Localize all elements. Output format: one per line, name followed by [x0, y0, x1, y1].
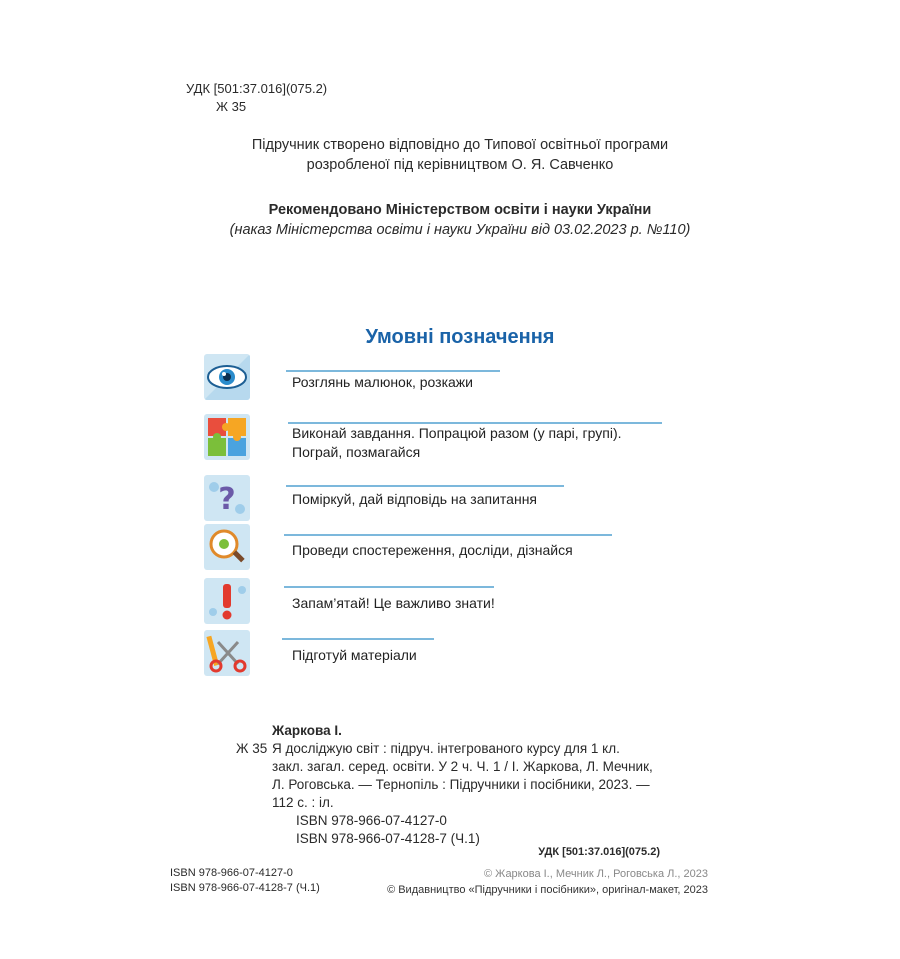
- legend-item-remember: [204, 578, 724, 628]
- legend-text: Проведи спостереження, досліди, дізнайся: [292, 542, 573, 558]
- copyright: [360, 866, 708, 898]
- legend-text-line-2: Пограй, позмагайся: [292, 444, 421, 460]
- legend-title: Умовні позначення: [365, 326, 555, 348]
- footer-isbn-2: ISBN 978-966-07-4128-7 (Ч.1): [170, 882, 320, 894]
- legend-item-observe: [204, 524, 724, 574]
- recommendation: [190, 200, 730, 240]
- udk-footer: УДК [501:37.016](075.2): [538, 846, 660, 858]
- legend-line: [284, 586, 494, 588]
- bib-isbn-2: ISBN 978-966-07-4128-7 (Ч.1): [296, 831, 480, 846]
- legend-text: Запам’ятай! Це важливо знати!: [292, 595, 495, 611]
- bib-text-1: Я досліджую світ : підруч. інтегрованого курсу для 1 кл.: [272, 741, 620, 756]
- catalog-code: Ж 35: [216, 99, 247, 114]
- svg-text:?: ?: [218, 482, 236, 517]
- bib-line-4: 112 с. : іл.: [272, 795, 334, 810]
- legend-line: [286, 485, 564, 487]
- bib-line-3: Л. Роговська. — Тернопіль : Підручники і посібники, 2023. —: [272, 777, 650, 792]
- eye-icon: [204, 354, 250, 400]
- copyright-publisher: © Видавництво «Підручники і посібники», оригінал-макет, 2023: [387, 884, 708, 896]
- legend-item-prepare: [204, 630, 724, 680]
- legend-text: Розглянь малюнок, розкажи: [292, 374, 473, 390]
- scissors-icon: [204, 630, 250, 676]
- footer-isbn-1: ISBN 978-966-07-4127-0: [170, 867, 293, 879]
- author: Жаркова І.: [272, 723, 342, 738]
- legend-text: Підготуй матеріали: [292, 647, 417, 663]
- legend-text: Поміркуй, дай відповідь на запитання: [292, 491, 537, 507]
- legend-line: [282, 638, 434, 640]
- recommendation-order: (наказ Міністерства освіти і науки України від 03.02.2023 р. №110): [229, 222, 691, 238]
- bib-line-2: закл. загал. серед. освіти. У 2 ч. Ч. 1 / І. Жаркова, Л. Мечник,: [272, 759, 653, 774]
- exclamation-icon: [204, 578, 250, 624]
- bibliographic-record: [236, 722, 676, 848]
- program-statement: [200, 135, 720, 175]
- footer-isbn: [170, 866, 320, 896]
- legend-line: [286, 370, 500, 372]
- legend-item-task: [204, 414, 724, 464]
- legend-line: [284, 534, 612, 536]
- udk-code: УДК [501:37.016](075.2): [186, 81, 328, 96]
- bib-code: Ж 35: [236, 741, 268, 756]
- bib-isbn-1: ISBN 978-966-07-4127-0: [296, 813, 447, 828]
- legend-text-line-1: Виконай завдання. Попрацюй разом (у парі, групі).: [292, 425, 622, 441]
- legend-item-think: [204, 475, 724, 525]
- program-line-1: Підручник створено відповідно до Типової освітньої програми: [251, 137, 669, 153]
- copyright-authors: © Жаркова І., Мечник Л., Роговська Л., 2023: [484, 868, 708, 880]
- bib-line-1: [236, 740, 676, 758]
- recommendation-title: Рекомендовано Міністерством освіти і науки України: [268, 202, 652, 218]
- udk-header: [186, 80, 327, 116]
- puzzle-icon: [204, 414, 250, 460]
- question-icon: [204, 475, 250, 521]
- magnifier-icon: [204, 524, 250, 570]
- legend-item-look: [204, 354, 724, 404]
- program-line-2: розробленої під керівництвом О. Я. Савченко: [306, 157, 614, 173]
- legend-text: [292, 424, 622, 462]
